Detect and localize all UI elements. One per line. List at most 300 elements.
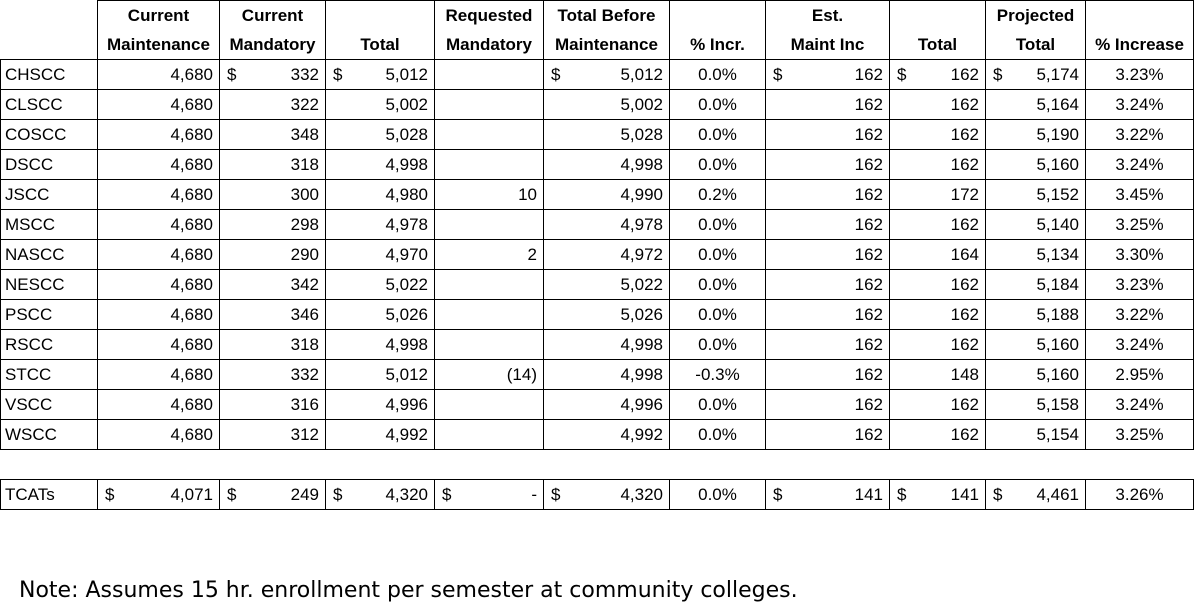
total-increase-cell — [890, 210, 986, 240]
row-label — [1, 420, 98, 450]
requested-mandatory-cell — [435, 180, 544, 210]
percent-increase-cell — [670, 240, 766, 270]
current-maintenance-cell — [98, 270, 220, 300]
est-maint-inc-cell — [766, 240, 890, 270]
cell-value: -0.3% — [695, 365, 740, 384]
column-header — [220, 1, 326, 31]
institution-name: CHSCC — [5, 65, 66, 84]
cell-value: 3.22% — [1115, 305, 1164, 324]
cell-value: 172 — [950, 185, 979, 204]
cell-value: 298 — [290, 215, 319, 234]
current-maintenance-cell — [98, 120, 220, 150]
cell-value: 4,461 — [1036, 485, 1079, 504]
est-maint-inc-cell — [766, 360, 890, 390]
cell-value: 4,680 — [170, 155, 213, 174]
total-cell — [326, 300, 435, 330]
current-mandatory-cell — [220, 300, 326, 330]
cell-value: 162 — [950, 215, 979, 234]
table-row — [1, 330, 1194, 360]
total-increase-cell — [890, 150, 986, 180]
current-mandatory-cell — [220, 210, 326, 240]
table-row — [1, 180, 1194, 210]
current-maintenance-cell — [98, 150, 220, 180]
currency-symbol: $ — [227, 485, 237, 504]
institution-name: STCC — [5, 365, 52, 384]
cell-value: 4,992 — [620, 425, 663, 444]
cell-value: 4,680 — [170, 65, 213, 84]
total-before-maintenance-cell — [544, 180, 670, 210]
footnote: Note: Assumes 15 hr. enrollment per semester at community colleges. — [19, 578, 798, 603]
projected-total-cell — [986, 240, 1086, 270]
cell-value: 4,680 — [170, 125, 213, 144]
cell-value: 346 — [290, 305, 319, 324]
requested-mandatory-cell — [435, 240, 544, 270]
total-before-maintenance-cell — [544, 240, 670, 270]
total-cell — [326, 150, 435, 180]
row-label — [1, 150, 98, 180]
projected-total-cell — [986, 210, 1086, 240]
requested-mandatory-cell — [435, 150, 544, 180]
cell-value: 4,320 — [385, 485, 428, 504]
cell-value: 2.95% — [1115, 365, 1164, 384]
current-mandatory-cell — [220, 330, 326, 360]
cell-value: 3.25% — [1115, 425, 1164, 444]
cell-value: 0.0% — [698, 65, 737, 84]
cell-value: 5,158 — [1036, 395, 1079, 414]
cell-value: 5,188 — [1036, 305, 1079, 324]
total-before-maintenance-cell — [544, 210, 670, 240]
cell-value: 5,160 — [1036, 335, 1079, 354]
cell-value: 4,990 — [620, 185, 663, 204]
cell-value: 162 — [950, 305, 979, 324]
percent-increase-cell — [670, 300, 766, 330]
cell-value: 162 — [854, 365, 883, 384]
cell-value: 0.0% — [698, 305, 737, 324]
cell-value: 5,152 — [1036, 185, 1079, 204]
percent-increase-cell — [670, 390, 766, 420]
column-header — [986, 30, 1086, 60]
projected-total-cell — [986, 480, 1086, 510]
currency-symbol: $ — [773, 485, 783, 504]
percent-increase-cell — [670, 480, 766, 510]
column-header — [435, 1, 544, 31]
total-increase-cell — [890, 270, 986, 300]
empty-cell — [670, 450, 766, 480]
current-mandatory-cell — [220, 150, 326, 180]
projected-total-cell — [986, 420, 1086, 450]
cell-value: 0.0% — [698, 275, 737, 294]
cell-value: 162 — [854, 215, 883, 234]
cell-value: 162 — [950, 275, 979, 294]
cell-value: 4,680 — [170, 425, 213, 444]
institution-name: CLSCC — [5, 95, 63, 114]
total-increase-cell — [890, 330, 986, 360]
total-before-maintenance-cell — [544, 420, 670, 450]
total-before-maintenance-cell — [544, 480, 670, 510]
cell-value: 162 — [950, 65, 979, 84]
column-header — [1, 30, 98, 60]
header-text: Maintenance — [107, 35, 210, 54]
total-cell — [326, 120, 435, 150]
cell-value: 162 — [950, 155, 979, 174]
projected-total-cell — [986, 150, 1086, 180]
cell-value: 3.22% — [1115, 125, 1164, 144]
total-before-maintenance-cell — [544, 390, 670, 420]
header-row-1 — [1, 1, 1194, 31]
header-text: Total — [1015, 35, 1056, 54]
percent-increase-cell — [670, 150, 766, 180]
cell-value: 5,026 — [620, 305, 663, 324]
total-increase-cell — [890, 90, 986, 120]
empty-cell — [1, 450, 98, 480]
total-cell — [326, 330, 435, 360]
header-text: Total Before — [557, 6, 656, 25]
currency-symbol: $ — [551, 485, 561, 504]
column-header — [766, 1, 890, 31]
cell-value: 332 — [290, 365, 319, 384]
table-row — [1, 420, 1194, 450]
percent-increase-total-cell — [1086, 420, 1194, 450]
empty-cell — [435, 450, 544, 480]
projected-total-cell — [986, 360, 1086, 390]
column-header — [98, 1, 220, 31]
currency-symbol: $ — [442, 485, 452, 504]
cell-value: 5,164 — [1036, 95, 1079, 114]
currency-symbol: $ — [105, 485, 115, 504]
cell-value: 3.24% — [1115, 395, 1164, 414]
table-row — [1, 210, 1194, 240]
total-before-maintenance-cell — [544, 330, 670, 360]
cell-value: 5,160 — [1036, 365, 1079, 384]
total-increase-cell — [890, 240, 986, 270]
cell-value: 0.0% — [698, 245, 737, 264]
total-cell — [326, 240, 435, 270]
cell-value: 4,998 — [385, 155, 428, 174]
currency-symbol: $ — [773, 65, 783, 84]
total-cell — [326, 180, 435, 210]
current-maintenance-cell — [98, 60, 220, 90]
cell-value: 4,680 — [170, 95, 213, 114]
cell-value: 3.24% — [1115, 95, 1164, 114]
current-maintenance-cell — [98, 480, 220, 510]
est-maint-inc-cell — [766, 420, 890, 450]
cell-value: 162 — [854, 65, 883, 84]
header-text: Current — [241, 6, 304, 25]
current-maintenance-cell — [98, 420, 220, 450]
cell-value: 4,680 — [170, 305, 213, 324]
current-mandatory-cell — [220, 180, 326, 210]
cell-value: 4,680 — [170, 245, 213, 264]
total-cell — [326, 60, 435, 90]
institution-name: DSCC — [5, 155, 54, 174]
cell-value: 4,680 — [170, 275, 213, 294]
percent-increase-total-cell — [1086, 270, 1194, 300]
column-header — [220, 30, 326, 60]
cell-value: 318 — [290, 155, 319, 174]
cell-value: 4,320 — [620, 485, 663, 504]
total-before-maintenance-cell — [544, 150, 670, 180]
current-mandatory-cell — [220, 360, 326, 390]
cell-value: (14) — [506, 365, 537, 384]
requested-mandatory-cell — [435, 330, 544, 360]
institution-name: PSCC — [5, 305, 53, 324]
column-header — [670, 1, 766, 31]
row-label — [1, 360, 98, 390]
currency-symbol: $ — [227, 65, 237, 84]
cell-value: 322 — [290, 95, 319, 114]
header-text: Requested — [445, 6, 533, 25]
cell-value: 0.2% — [698, 185, 737, 204]
requested-mandatory-cell — [435, 300, 544, 330]
cell-value: 10 — [518, 185, 537, 204]
currency-symbol: $ — [993, 485, 1003, 504]
cell-value: 162 — [854, 125, 883, 144]
cell-value: 5,002 — [385, 95, 428, 114]
cell-value: 164 — [950, 245, 979, 264]
cell-value: 0.0% — [698, 125, 737, 144]
cell-value: 0.0% — [698, 425, 737, 444]
total-cell — [326, 480, 435, 510]
cell-value: 162 — [854, 425, 883, 444]
header-text: % Incr. — [690, 35, 745, 54]
current-mandatory-cell — [220, 480, 326, 510]
table-body — [1, 1, 1194, 510]
percent-increase-cell — [670, 60, 766, 90]
institution-name: RSCC — [5, 335, 54, 354]
cell-value: 0.0% — [698, 395, 737, 414]
empty-cell — [544, 450, 670, 480]
projected-total-cell — [986, 390, 1086, 420]
cell-value: 3.24% — [1115, 155, 1164, 174]
currency-symbol: $ — [993, 65, 1003, 84]
cell-value: 141 — [854, 485, 883, 504]
percent-increase-cell — [670, 270, 766, 300]
cell-value: 5,028 — [385, 125, 428, 144]
cell-value: 4,978 — [620, 215, 663, 234]
total-before-maintenance-cell — [544, 360, 670, 390]
current-mandatory-cell — [220, 120, 326, 150]
header-text: Maintenance — [555, 35, 658, 54]
institution-name: VSCC — [5, 395, 53, 414]
current-mandatory-cell — [220, 390, 326, 420]
percent-increase-total-cell — [1086, 480, 1194, 510]
total-before-maintenance-cell — [544, 300, 670, 330]
est-maint-inc-cell — [766, 210, 890, 240]
cell-value: 162 — [950, 395, 979, 414]
currency-symbol: $ — [333, 485, 343, 504]
header-text: Mandatory — [446, 35, 532, 54]
cell-value: 4,992 — [385, 425, 428, 444]
est-maint-inc-cell — [766, 90, 890, 120]
cell-value: 4,998 — [620, 155, 663, 174]
cell-value: 3.25% — [1115, 215, 1164, 234]
cell-value: 4,978 — [385, 215, 428, 234]
column-header — [326, 30, 435, 60]
cell-value: 4,998 — [620, 335, 663, 354]
projected-total-cell — [986, 90, 1086, 120]
est-maint-inc-cell — [766, 270, 890, 300]
cell-value: 316 — [290, 395, 319, 414]
table-row — [1, 390, 1194, 420]
column-header — [1086, 30, 1194, 60]
row-label — [1, 60, 98, 90]
institution-name: NASCC — [5, 245, 65, 264]
requested-mandatory-cell — [435, 90, 544, 120]
row-label — [1, 90, 98, 120]
row-label — [1, 180, 98, 210]
row-label — [1, 240, 98, 270]
est-maint-inc-cell — [766, 480, 890, 510]
current-maintenance-cell — [98, 210, 220, 240]
est-maint-inc-cell — [766, 390, 890, 420]
table-row — [1, 360, 1194, 390]
cell-value: 4,972 — [620, 245, 663, 264]
percent-increase-total-cell — [1086, 120, 1194, 150]
requested-mandatory-cell — [435, 210, 544, 240]
projected-total-cell — [986, 270, 1086, 300]
current-mandatory-cell — [220, 420, 326, 450]
cell-value: 162 — [950, 95, 979, 114]
percent-increase-cell — [670, 330, 766, 360]
est-maint-inc-cell — [766, 180, 890, 210]
cell-value: 4,998 — [385, 335, 428, 354]
est-maint-inc-cell — [766, 300, 890, 330]
total-before-maintenance-cell — [544, 270, 670, 300]
cell-value: 0.0% — [698, 335, 737, 354]
cell-value: 162 — [854, 245, 883, 264]
total-cell — [326, 210, 435, 240]
cell-value: 4,680 — [170, 185, 213, 204]
column-header — [766, 30, 890, 60]
header-text: Mandatory — [229, 35, 316, 54]
empty-cell — [326, 450, 435, 480]
column-header — [1, 1, 98, 31]
cell-value: 4,996 — [385, 395, 428, 414]
row-label — [1, 330, 98, 360]
current-maintenance-cell — [98, 300, 220, 330]
institution-name: JSCC — [5, 185, 50, 204]
total-cell — [326, 90, 435, 120]
current-maintenance-cell — [98, 360, 220, 390]
total-increase-cell — [890, 60, 986, 90]
header-text: Total — [917, 35, 958, 54]
requested-mandatory-cell — [435, 270, 544, 300]
est-maint-inc-cell — [766, 330, 890, 360]
cell-value: - — [531, 485, 537, 504]
percent-increase-total-cell — [1086, 390, 1194, 420]
institution-name: WSCC — [5, 425, 57, 444]
column-header — [544, 30, 670, 60]
percent-increase-total-cell — [1086, 330, 1194, 360]
cell-value: 5,160 — [1036, 155, 1079, 174]
institution-name: TCATs — [5, 485, 55, 504]
column-header — [890, 30, 986, 60]
projected-total-cell — [986, 120, 1086, 150]
total-increase-cell — [890, 120, 986, 150]
cell-value: 5,012 — [620, 65, 663, 84]
est-maint-inc-cell — [766, 120, 890, 150]
requested-mandatory-cell — [435, 480, 544, 510]
column-header — [98, 30, 220, 60]
percent-increase-total-cell — [1086, 90, 1194, 120]
cell-value: 249 — [290, 485, 319, 504]
institution-name: MSCC — [5, 215, 56, 234]
cell-value: 141 — [950, 485, 979, 504]
cell-value: 0.0% — [698, 215, 737, 234]
table-row — [1, 90, 1194, 120]
column-header — [326, 1, 435, 31]
table-row — [1, 240, 1194, 270]
cell-value: 342 — [290, 275, 319, 294]
column-header — [544, 1, 670, 31]
percent-increase-cell — [670, 180, 766, 210]
total-increase-cell — [890, 390, 986, 420]
table-row — [1, 60, 1194, 90]
cell-value: 4,680 — [170, 335, 213, 354]
cell-value: 162 — [854, 335, 883, 354]
cell-value: 5,022 — [385, 275, 428, 294]
cell-value: 5,154 — [1036, 425, 1079, 444]
row-label — [1, 300, 98, 330]
cell-value: 162 — [950, 425, 979, 444]
cell-value: 300 — [290, 185, 319, 204]
total-increase-cell — [890, 360, 986, 390]
row-label — [1, 210, 98, 240]
requested-mandatory-cell — [435, 390, 544, 420]
current-maintenance-cell — [98, 180, 220, 210]
empty-cell — [1086, 450, 1194, 480]
empty-cell — [98, 450, 220, 480]
cell-value: 5,028 — [620, 125, 663, 144]
header-text: Current — [127, 6, 190, 25]
total-before-maintenance-cell — [544, 90, 670, 120]
header-text: Projected — [996, 6, 1075, 25]
cell-value: 2 — [527, 245, 537, 264]
empty-cell — [766, 450, 890, 480]
cell-value: 3.45% — [1115, 185, 1164, 204]
cell-value: 4,996 — [620, 395, 663, 414]
header-text: Total — [360, 35, 400, 54]
cell-value: 4,680 — [170, 215, 213, 234]
total-cell — [326, 270, 435, 300]
current-maintenance-cell — [98, 240, 220, 270]
cell-value: 162 — [950, 335, 979, 354]
projected-total-cell — [986, 330, 1086, 360]
column-header — [890, 1, 986, 31]
header-text: % Increase — [1095, 35, 1184, 54]
current-mandatory-cell — [220, 240, 326, 270]
cell-value: 4,680 — [170, 395, 213, 414]
table-row — [1, 270, 1194, 300]
cell-value: 4,998 — [620, 365, 663, 384]
percent-increase-cell — [670, 210, 766, 240]
cell-value: 162 — [854, 305, 883, 324]
column-header — [986, 1, 1086, 31]
total-increase-cell — [890, 480, 986, 510]
cell-value: 5,012 — [385, 365, 428, 384]
est-maint-inc-cell — [766, 60, 890, 90]
percent-increase-total-cell — [1086, 60, 1194, 90]
current-maintenance-cell — [98, 390, 220, 420]
cell-value: 5,190 — [1036, 125, 1079, 144]
percent-increase-cell — [670, 90, 766, 120]
institution-name: NESCC — [5, 275, 65, 294]
total-before-maintenance-cell — [544, 60, 670, 90]
cell-value: 5,002 — [620, 95, 663, 114]
cell-value: 318 — [290, 335, 319, 354]
cell-value: 5,184 — [1036, 275, 1079, 294]
cell-value: 4,680 — [170, 365, 213, 384]
